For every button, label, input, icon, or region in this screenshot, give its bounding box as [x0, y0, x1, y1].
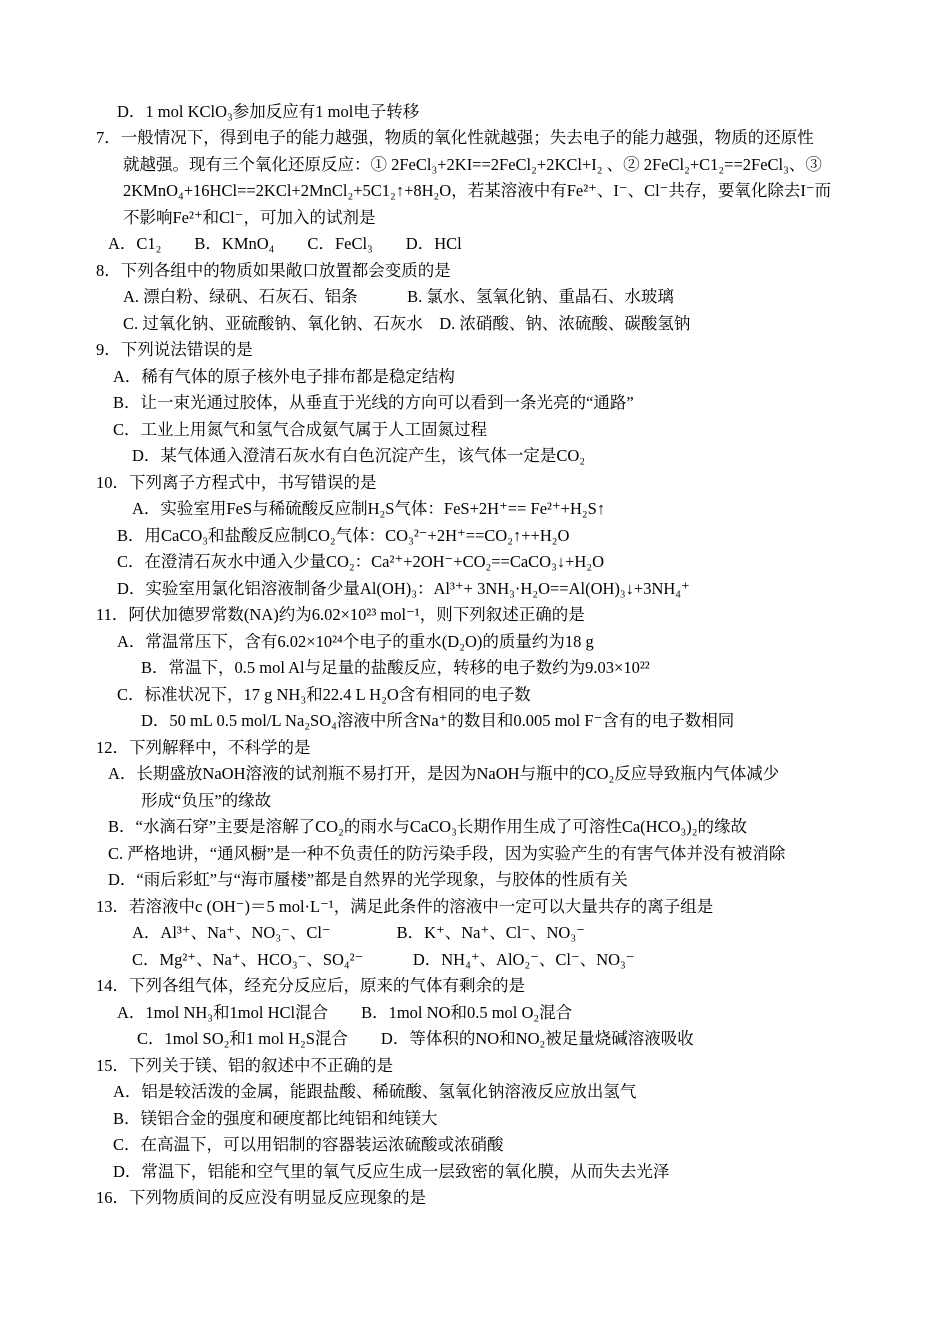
line-q8-options-cd: C. 过氧化钠、亚硫酸钠、氧化钠、石灰水 D. 浓硝酸、钠、浓硫酸、碳酸氢钠 [123, 314, 691, 333]
line-q6-option-d: D．1 mol KClO₃参加反应有1 mol电子转移 [117, 102, 420, 121]
line-q7-stem-1: 7．一般情况下，得到电子的能力越强，物质的氧化性就越强；失去电子的能力越强，物质的还原性 [96, 128, 814, 147]
line-q9-option-b: B．让一束光通过胶体，从垂直于光线的方向可以看到一条光亮的“通路” [113, 393, 634, 412]
line-q7-stem-3: 2KMnO₄+16HCl==2KCl+2MnCl₂+5C1₂↑+8H₂O，若某溶液中有Fe²⁺、I⁻、Cl⁻共存，要氧化除去I⁻而 [123, 181, 832, 200]
line-q8-options-ab: A. 漂白粉、绿矾、石灰石、铝条 B. 氯水、氢氧化钠、重晶石、水玻璃 [123, 287, 674, 306]
line-q15-stem: 15．下列关于镁、铝的叙述中不正确的是 [96, 1056, 393, 1075]
line-q7-stem-2: 就越强。现有三个氧化还原反应：① 2FeCl₃+2KI==2FeCl₂+2KCl+I₂ 、② 2FeCl₂+C1₂==2FeCl₃、③ [123, 155, 822, 174]
line-q12-stem: 12．下列解释中，不科学的是 [96, 738, 311, 757]
line-q13-options-ab: A．Al³⁺、Na⁺、NO₃⁻、Cl⁻ B．K⁺、Na⁺、Cl⁻、NO₃⁻ [132, 923, 585, 942]
line-q11-option-b: B．常温下，0.5 mol Al与足量的盐酸反应，转移的电子数约为9.03×10²² [141, 658, 650, 677]
line-q10-stem: 10．下列离子方程式中，书写错误的是 [96, 473, 377, 492]
line-q12-option-d: D．“雨后彩虹”与“海市蜃楼”都是自然界的光学现象，与胶体的性质有关 [108, 870, 628, 889]
line-q9-option-a: A．稀有气体的原子核外电子排布都是稳定结构 [113, 367, 455, 386]
line-q9-option-d: D．某气体通入澄清石灰水有白色沉淀产生，该气体一定是CO₂ [132, 446, 586, 465]
line-q15-option-b: B．镁铝合金的强度和硬度都比纯铝和纯镁大 [113, 1109, 438, 1128]
line-q15-option-c: C．在高温下，可以用铝制的容器装运浓硫酸或浓硝酸 [113, 1135, 504, 1154]
line-q8-stem: 8．下列各组中的物质如果敞口放置都会变质的是 [96, 261, 451, 280]
line-q14-options-cd: C．1mol SO₂和1 mol H₂S混合 D．等体积的NO和NO₂被足量烧碱溶液吸收 [137, 1029, 694, 1048]
line-q11-option-c: C．标准状况下，17 g NH₃和22.4 L H₂O含有相同的电子数 [117, 685, 531, 704]
line-q10-option-d: D．实验室用氯化铝溶液制备少量Al(OH)₃：Al³⁺+ 3NH₃·H₂O==Al(OH)₃↓+3NH₄⁺ [117, 579, 690, 598]
line-q12-option-b: B．“水滴石穿”主要是溶解了CO₂的雨水与CaCO₃长期作用生成了可溶性Ca(HCO₃)₂的缘故 [108, 817, 747, 836]
line-q11-stem: 11．阿伏加德罗常数(NA)约为6.02×10²³ mol⁻¹，则下列叙述正确的是 [96, 605, 585, 624]
line-q10-option-c: C．在澄清石灰水中通入少量CO₂：Ca²⁺+2OH⁻+CO₂==CaCO₃↓+H₂O [117, 552, 604, 571]
line-q15-option-d: D．常温下，铝能和空气里的氧气反应生成一层致密的氧化膜，从而失去光泽 [113, 1162, 670, 1181]
line-q7-options: A．C1₂ B．KMnO₄ C．FeCl₃ D．HCl [108, 234, 462, 253]
line-q10-option-b: B．用CaCO₃和盐酸反应制CO₂气体：CO₃²⁻+2H⁺==CO₂↑++H₂O [117, 526, 570, 545]
line-q9-option-c: C．工业上用氮气和氢气合成氨气属于人工固氮过程 [113, 420, 488, 439]
line-q11-option-d: D．50 mL 0.5 mol/L Na₂SO₄溶液中所含Na⁺的数目和0.005 mol F⁻含有的电子数相同 [141, 711, 735, 730]
line-q14-stem: 14．下列各组气体，经充分反应后，原来的气体有剩余的是 [96, 976, 525, 995]
line-q7-stem-4: 不影响Fe²⁺和Cl⁻，可加入的试剂是 [123, 208, 376, 227]
line-q12-option-a-2: 形成“负压”的缘故 [141, 791, 272, 810]
line-q12-option-c: C. 严格地讲，“通风橱”是一种不负责任的防污染手段，因为实验产生的有害气体并没有被消除 [108, 844, 786, 863]
line-q13-stem: 13．若溶液中c (OH⁻)＝5 mol·L⁻¹，满足此条件的溶液中一定可以大量共存的离子组是 [96, 897, 714, 916]
line-q11-option-a: A．常温常压下，含有6.02×10²⁴个电子的重水(D₂O)的质量约为18 g [117, 632, 594, 651]
line-q16-stem: 16．下列物质间的反应没有明显反应现象的是 [96, 1188, 426, 1207]
line-q13-options-cd: C．Mg²⁺、Na⁺、HCO₃⁻、SO₄²⁻ D．NH₄⁺、AlO₂⁻、Cl⁻、NO₃⁻ [132, 950, 635, 969]
line-q10-option-a: A．实验室用FeS与稀硫酸反应制H₂S气体：FeS+2H⁺== Fe²⁺+H₂S↑ [132, 499, 606, 518]
line-q12-option-a-1: A．长期盛放NaOH溶液的试剂瓶不易打开，是因为NaOH与瓶中的CO₂反应导致瓶内气体减少 [108, 764, 780, 783]
line-q15-option-a: A．铝是较活泼的金属，能跟盐酸、稀硫酸、氢氧化钠溶液反应放出氢气 [113, 1082, 637, 1101]
line-q9-stem: 9．下列说法错误的是 [96, 340, 253, 359]
line-q14-options-ab: A．1mol NH₃和1mol HCl混合 B．1mol NO和0.5 mol O₂混合 [117, 1003, 573, 1022]
